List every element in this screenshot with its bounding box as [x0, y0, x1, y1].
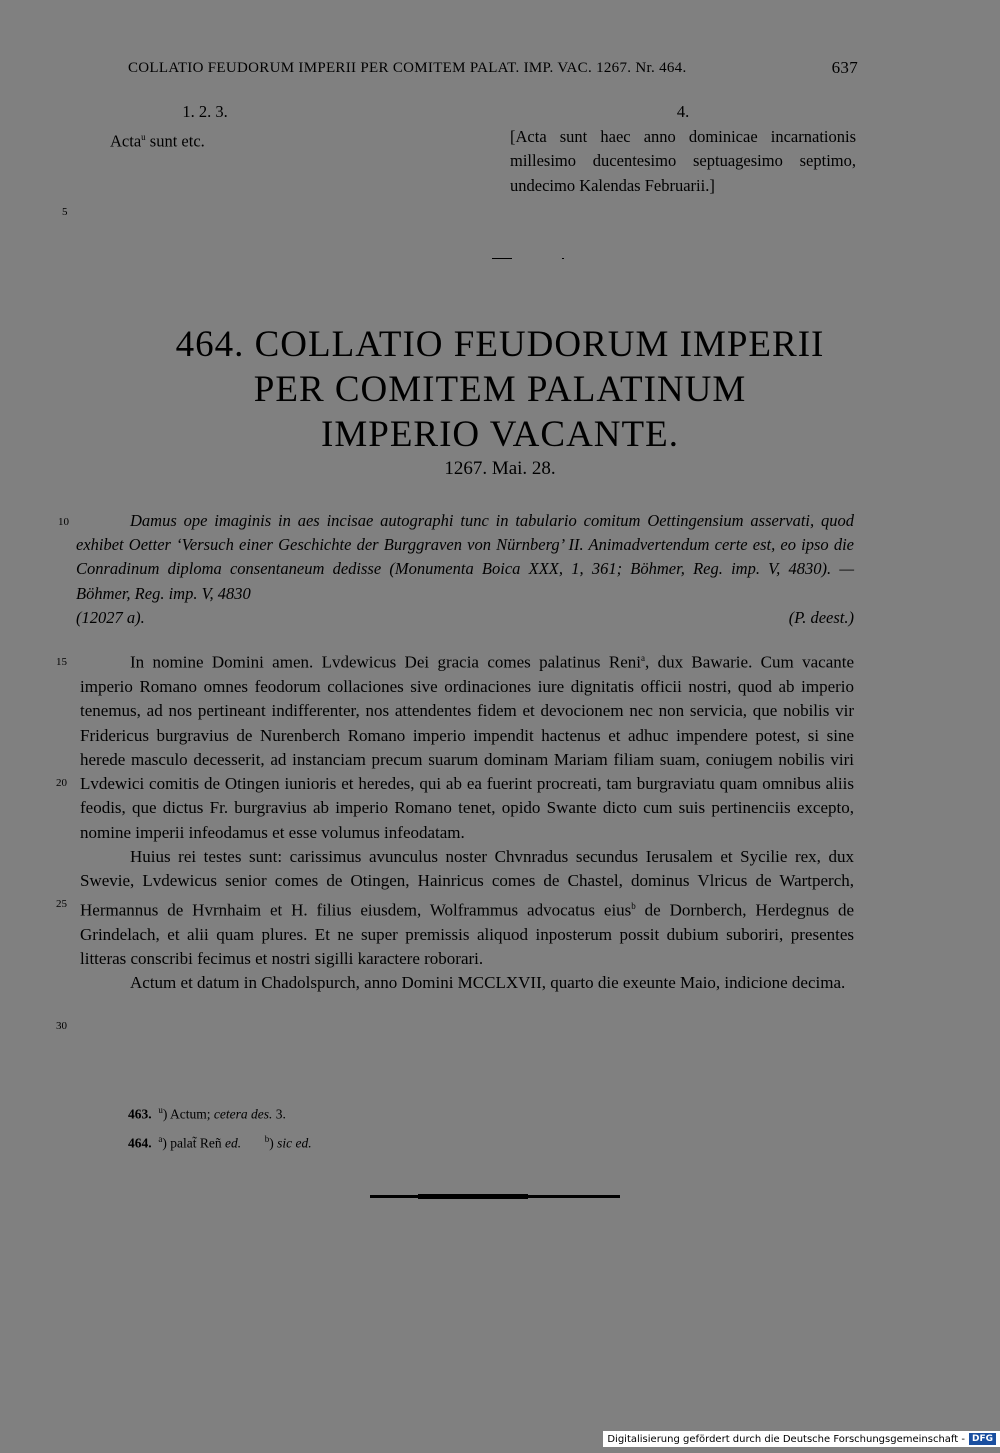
intro-note: (P. deest.) [788, 607, 854, 627]
separator-dot [562, 258, 564, 259]
title-line-3: IMPERIO VACANTE. [321, 414, 679, 455]
right-column [510, 100, 856, 198]
editorial-introduction [76, 509, 854, 630]
body-paragraph-2: Huius rei testes sunt: carissimus avunculus noster Chvnradus secundus Ierusalem et Sycilie rex, dux Swevie, Lvdewicus senior comes de Otingen, Hainricus comes de Chastel, dominus Vlricus de Wartperch, Hermannus de Hvrnhaim et H. filius eiusdem, Wolframmus advocatus eius$^b$ de Dornberch, Herdegnus de Grindelach, et alii quam plures. Et ne super premissis aliquod inposterum possit dubium suboriri, presentes litteras conscribi fecimus et nostri sigilli karactere roborari. [80, 847, 854, 968]
footnote-464: 464. $^a$) palat̃ Reñ ed. $^b$) sic ed. [128, 1133, 312, 1150]
line-number: 25 [56, 898, 67, 910]
line-number: 15 [56, 656, 67, 668]
intro-last-line [76, 606, 854, 630]
footer-text: Digitalisierung gefördert durch die Deutsche Forschungsgemeinschaft - [607, 1433, 965, 1445]
left-column [110, 100, 300, 154]
document-title [80, 322, 920, 457]
body-paragraph-3: Actum et datum in Chadolspurch, anno Domini MCCLXVII, quarto die exeunte Maio, indicione decima. [130, 973, 846, 993]
line-number: 20 [56, 777, 67, 789]
right-column-number: 4. [676, 102, 690, 121]
intro-text: Damus ope imaginis in aes incisae autographi tunc in tabulario comitum Oettingensium asservati, quod exhibet Oetter ‘Versuch einer Geschichte der Burggraven von Nürnberg’ II. Animadvertendum certe est, eo ipso die Conradinum diploma consentaneum dedisse (Monumenta Boica XXX, 1, 361; Böhmer, Reg. imp. V, 4830). — Böhmer, Reg. imp. V, 4830 [76, 511, 854, 603]
left-column-text: Acta$^u$ sunt etc. [110, 131, 205, 150]
document-date: 1267. Mai. 28. [444, 458, 556, 479]
footnote-463: 463. $^u$) Actum; cetera des. 3. [128, 1105, 286, 1122]
dfg-footer [603, 1431, 1000, 1447]
body-paragraph-1: In nomine Domini amen. Lvdewicus Dei gracia comes palatinus Reni$^a$, dux Bawarie. Cum vacante imperio Romano omnes feodorum collaciones sive ordinaciones iure dignitatis officii nostri, quod ab imperio tenemus, ad nos pertineant indifferenter, nos attendentes fidem et devocionem nec non servicia, que nobilis vir Fridericus burgravius de Nurenberch Romano imperio impendit hactenus et adhuc impendere potest, si sine herede masculo decesserit, ad instanciam precum suarum dominam Mariam filiam suam, coniugem nobilis viri Lvdewici comitis de Otingen iunioris et heredes, qui ab ea fuerint procreati, tam burgraviatu quam omnibus aliis feodis, que dictus Fr. burgravius ab imperio Romano tenet, opido Swante dicto cum suis pertinenciis excepto, nomine imperii infeodamus et esse volumus infeodatam. [80, 652, 855, 842]
end-rule [370, 1195, 620, 1198]
running-head [128, 60, 858, 77]
intro-reference: (12027 a). [76, 607, 145, 627]
line-number: 10 [58, 516, 69, 528]
title-line-1: 464. COLLATIO FEUDORUM IMPERII [175, 324, 825, 365]
footnotes [128, 1098, 628, 1155]
dfg-logo-icon: DFG [969, 1433, 996, 1445]
title-line-2: PER COMITEM PALATINUM [253, 369, 747, 410]
document-body [80, 646, 854, 995]
running-head-text: COLLATIO FEUDORUM IMPERII PER COMITEM PALAT. IMP. VAC. 1267. Nr. 464. [128, 60, 687, 76]
left-column-number: 1. 2. 3. [182, 102, 228, 121]
page-number: 637 [831, 58, 858, 77]
separator-rule [492, 258, 512, 259]
line-number: 30 [56, 1020, 67, 1032]
right-column-text: [Acta sunt haec anno dominicae incarnationis millesimo ducentesimo septuagesimo septimo, undecimo Kalendas Februarii.] [510, 126, 856, 195]
line-number: 5 [62, 206, 68, 218]
